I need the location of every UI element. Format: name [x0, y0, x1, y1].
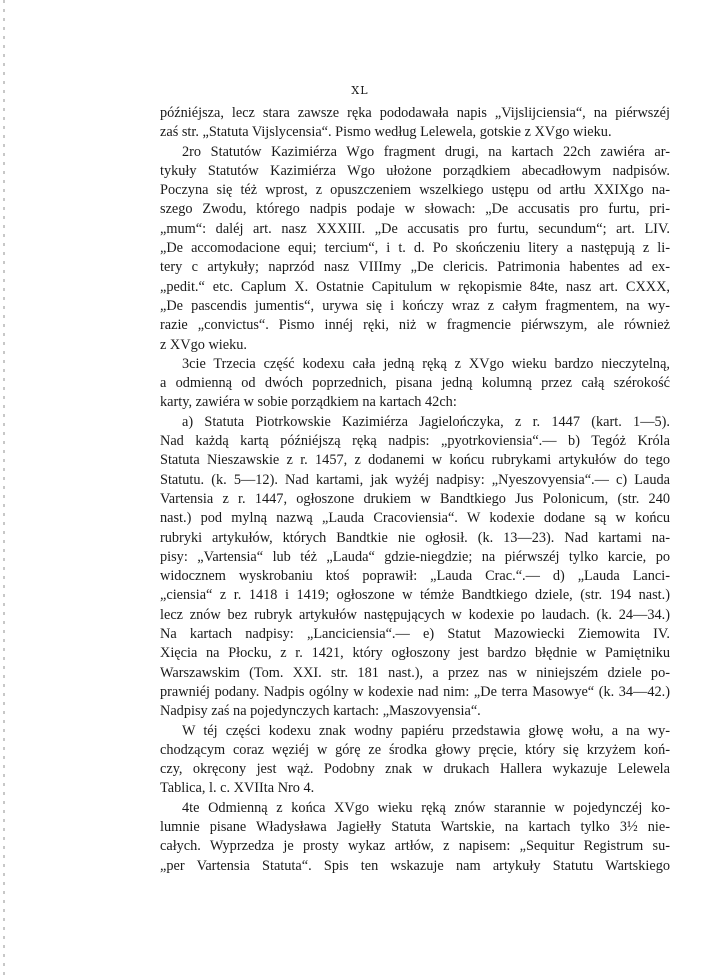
text-line: „De accomodacione equi; tercium“, i t. d. Po skończeniu litery a następują z li- — [160, 240, 670, 257]
text-line: „pedit.“ etc. Caplum X. Ostatnie Capitulum w rękopismie 84te, nasz art. CXXX, — [160, 278, 670, 295]
text-line: a odmienną od dwóch poprzednich, pisana jedną kolumną przez całą szérokość — [160, 375, 670, 392]
text-line: Tablica, l. c. XVIIta Nro 4. — [160, 780, 315, 797]
text-line: razie „convictus“. Pismo innéj ręki, niż w fragmencie piérwszym, ale również — [160, 317, 670, 334]
text-line: prawniéj podany. Nadpis ogólny w kodexie nad nim: „De terra Masowye“ (k. 34—42.) — [160, 683, 670, 700]
text-line: „De pascendis jumentis“, urywa się i kończy wraz z całym fragmentem, na wy- — [160, 297, 670, 314]
text-line: nast.) pod mylną nazwą „Lauda Cracoviensia“. W kodexie dodane są w końcu — [160, 510, 670, 527]
text-line: 2ro Statutów Kazimiérza Wgo fragment drugi, na kartach 22ch zawiéra ar- — [182, 143, 670, 160]
text-line: Na kartach nadpisy: „Lanciciensia“.— e) Statut Mazowiecki Ziemowita IV. — [160, 626, 670, 643]
text-line: czy, okręcony jest wąż. Podobny znak w drukach Hallera wykazuje Lelewela — [160, 761, 670, 778]
text-line: późniéjsza, lecz stara zawsze ręka pododawała napis „Vijslijciensia“, na piérwszéj — [160, 105, 670, 121]
text-line: lecz znów bez rubryk artykułów następujących w kodexie po laudach. (k. 24—34.) — [160, 606, 670, 623]
page-number: XL — [351, 84, 369, 97]
text-line: Poczyna się téż wprost, z opuszczeniem wszelkiego ustępu od artłu XXIXgo na- — [160, 182, 670, 199]
text-line: pisy: „Vartensia“ lub téż „Lauda“ gdzie-niegdzie; na piérwszéj tylko karcie, po — [160, 548, 670, 565]
scan-edge — [3, 0, 5, 980]
text-line: W téj części kodexu znak wodny papiéru przedstawia głowę wołu, a na wy- — [182, 722, 670, 739]
text-line: karty, zawiéra w sobie porządkiem na kartach 42ch: — [160, 394, 457, 411]
text-line: a) Statuta Piotrkowskie Kazimiérza Jagielończyka, z r. 1447 (kart. 1—5). — [182, 413, 670, 430]
text-line: 3cie Trzecia część kodexu cała jedną ręką z XVgo wieku bardzo nieczytelną, — [182, 355, 670, 372]
text-line: Vartensia z r. 1447, ogłoszone drukiem w Bandtkiego Jus Polonicum, (str. 240 — [160, 490, 670, 507]
text-line: z XVgo wieku. — [160, 336, 247, 353]
text-line: rubryki artykułów, których Bandtkie nie ogłosił. (k. 13—23). Nad kartami na- — [160, 529, 670, 546]
text-line: Nadpisy zaś na pojedynczych kartach: „Maszovyensia“. — [160, 703, 481, 720]
text-line: lumnie pisane Władysława Jagiełły Statuta Wartskie, na kartach tylko 3½ nie- — [160, 818, 670, 835]
body-text — [160, 104, 670, 876]
text-line: „per Vartensia Statuta“. Spis ten wskazuje nam artykuły Statutu Wartskiego — [160, 857, 670, 874]
text-line: 4te Odmienną z końca XVgo wieku ręką znów starannie w pojedynczéj ko- — [182, 799, 670, 816]
text-line: Statutu. (k. 5—12). Nad kartami, jak wyżéj nadpisy: „Nyeszovyensia“.— c) Lauda — [160, 471, 670, 488]
text-line: widocznem wyskrobaniu ktoś poprawił: „Lauda Crac.“.— d) „Lauda Lanci- — [160, 568, 670, 585]
text-line: Warszawskim (Tom. XXI. str. 181 nast.), a przez nas w niniejszém dziele po- — [160, 664, 670, 681]
text-line: Statuta Nieszawskie z r. 1457, z dodanemi w końcu rubrykami artykułów do tego — [160, 452, 670, 469]
text-line: zaś str. „Statuta Vijslycensia“. Pismo według Lelewela, gotskie z XVgo wieku. — [160, 124, 612, 141]
text-line: szego Zwodu, którego nadpis podaje w słowach: „De accusatis pro furtu, pri- — [160, 201, 670, 218]
text-line: tykuły Statutów Kazimiérza Wgo ułożone porządkiem abecadłowym nadpisów. — [160, 162, 670, 179]
text-line: „ciensia“ z r. 1418 i 1419; ogłoszone w témże Bandtkiego dziele, (str. 194 nast.) — [160, 587, 670, 604]
text-line: chodzącym coraz węziéj w górę ze środka głowy pręcie, który się krzyżem koń- — [160, 741, 670, 758]
text-line: całych. Wyprzedza je prosty wykaz artłów, z napisem: „Sequitur Registrum su- — [160, 838, 670, 855]
text-line: tery c artykuły; naprzód nasz VIIImy „De clericis. Patrimonia habentes ad ex- — [160, 259, 670, 276]
text-line: „mum“: daléj art. nasz XXXIII. „De accusatis pro furtu, secundum“; art. LIV. — [160, 220, 670, 237]
text-line: Nad każdą kartą późniéjszą ręką nadpis: „pyotrkoviensia“.— b) Tegóż Króla — [160, 433, 670, 450]
text-line: Xięcia na Płocku, z r. 1421, który ogłoszony jest bardzo błędnie w Pamiętniku — [160, 645, 670, 662]
